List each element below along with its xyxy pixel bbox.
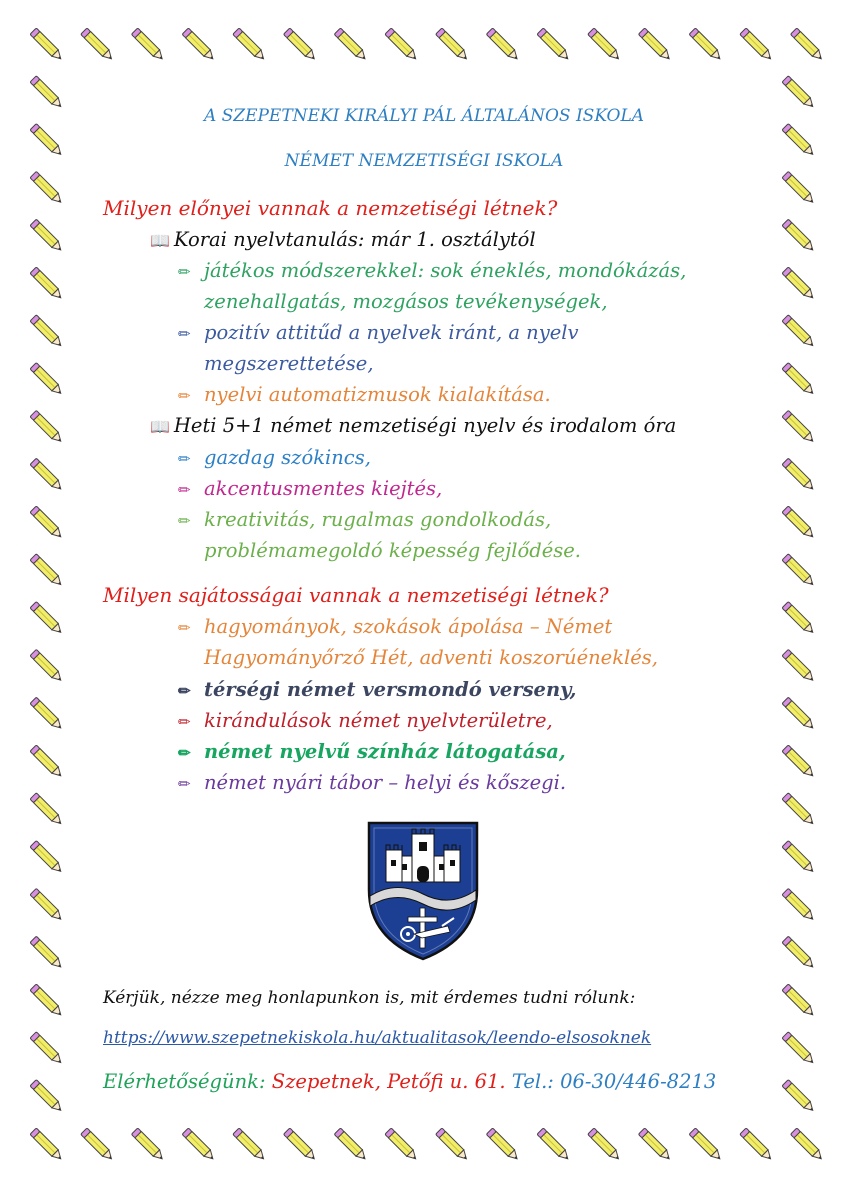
school-crest-logo (366, 820, 480, 962)
list-item-text: német nyári tábor – helyi és kőszegi. (204, 771, 567, 794)
pencil-icon: ✏ (178, 325, 191, 343)
pencil-icon: ✏ (178, 744, 191, 762)
page-title-line2: NÉMET NEMZETISÉGI ISKOLA (284, 151, 564, 171)
contact-phone: Tel.: 06-30/446-8213 (511, 1070, 717, 1093)
page-title-line1: A SZEPETNEKI KIRÁLYI PÁL ÁLTALÁNOS ISKOLA (203, 106, 645, 126)
list-item-text: hagyományok, szokások ápolása – Német (204, 615, 613, 638)
list-item-text: kreativitás, rugalmas gondolkodás, (204, 508, 552, 531)
advantages-question: Milyen előnyei vannak a nemzetiségi létnek? (103, 196, 558, 220)
list-item (178, 742, 566, 762)
list-item (178, 323, 579, 343)
list-item-text: gazdag szókincs, (204, 446, 371, 469)
pencil-icon: ✏ (178, 713, 191, 731)
contact-line (103, 1072, 716, 1092)
list-item-text: játékos módszerekkel: sok éneklés, mondókázás, (204, 259, 687, 282)
list-item-text: térségi német versmondó verseny, (204, 678, 577, 701)
contact-label: Elérhetőségünk: (103, 1070, 266, 1093)
list-item-continued: zenehallgatás, mozgásos tevékenységek, (204, 290, 608, 313)
list-item (178, 448, 371, 468)
list-item (178, 711, 553, 731)
list-item-continued: problémamegoldó képesség fejlődése. (204, 539, 581, 562)
list-item (178, 617, 612, 637)
list-item (178, 385, 551, 405)
pencil-icon: ✏ (178, 481, 191, 499)
early-learning-title: Korai nyelvtanulás: már 1. osztálytól (173, 228, 536, 251)
list-item (178, 773, 566, 793)
list-item-continued: Hagyományőrző Hét, adventi koszorúéneklés, (204, 646, 659, 669)
features-question: Milyen sajátosságai vannak a nemzetiségi létnek? (103, 583, 609, 607)
list-item (178, 510, 551, 530)
list-item-text: német nyelvű színház látogatása, (204, 740, 566, 763)
early-learning-heading (150, 230, 536, 250)
weekly-lessons-heading (150, 416, 676, 436)
website-link[interactable]: https://www.szepetnekiskola.hu/aktualitasok/leendo-elsosoknek (103, 1028, 652, 1048)
pencil-icon: ✏ (178, 450, 191, 468)
book-icon: 📖 (150, 231, 170, 250)
pencil-icon: ✏ (178, 619, 191, 637)
list-item (178, 680, 576, 700)
list-item (178, 479, 442, 499)
contact-address: Szepetnek, Petőfi u. 61. (271, 1070, 506, 1093)
weekly-lessons-title: Heti 5+1 német nemzetiségi nyelv és irodalom óra (173, 414, 677, 437)
list-item (178, 261, 686, 281)
pencil-icon: ✏ (178, 682, 191, 700)
pencil-icon: ✏ (178, 387, 191, 405)
pencil-icon: ✏ (178, 263, 191, 281)
list-item-text: pozitív attitűd a nyelvek iránt, a nyelv (204, 321, 579, 344)
pencil-icon: ✏ (178, 512, 191, 530)
list-item-text: kirándulások német nyelvterületre, (204, 709, 553, 732)
pencil-icon: ✏ (178, 775, 191, 793)
book-icon: 📖 (150, 417, 170, 436)
website-invite-text: Kérjük, nézze meg honlapunkon is, mit érdemes tudni rólunk: (103, 988, 636, 1008)
list-item-text: nyelvi automatizmusok kialakítása. (204, 383, 551, 406)
list-item-continued: megszerettetése, (204, 352, 374, 375)
list-item-text: akcentusmentes kiejtés, (204, 477, 443, 500)
